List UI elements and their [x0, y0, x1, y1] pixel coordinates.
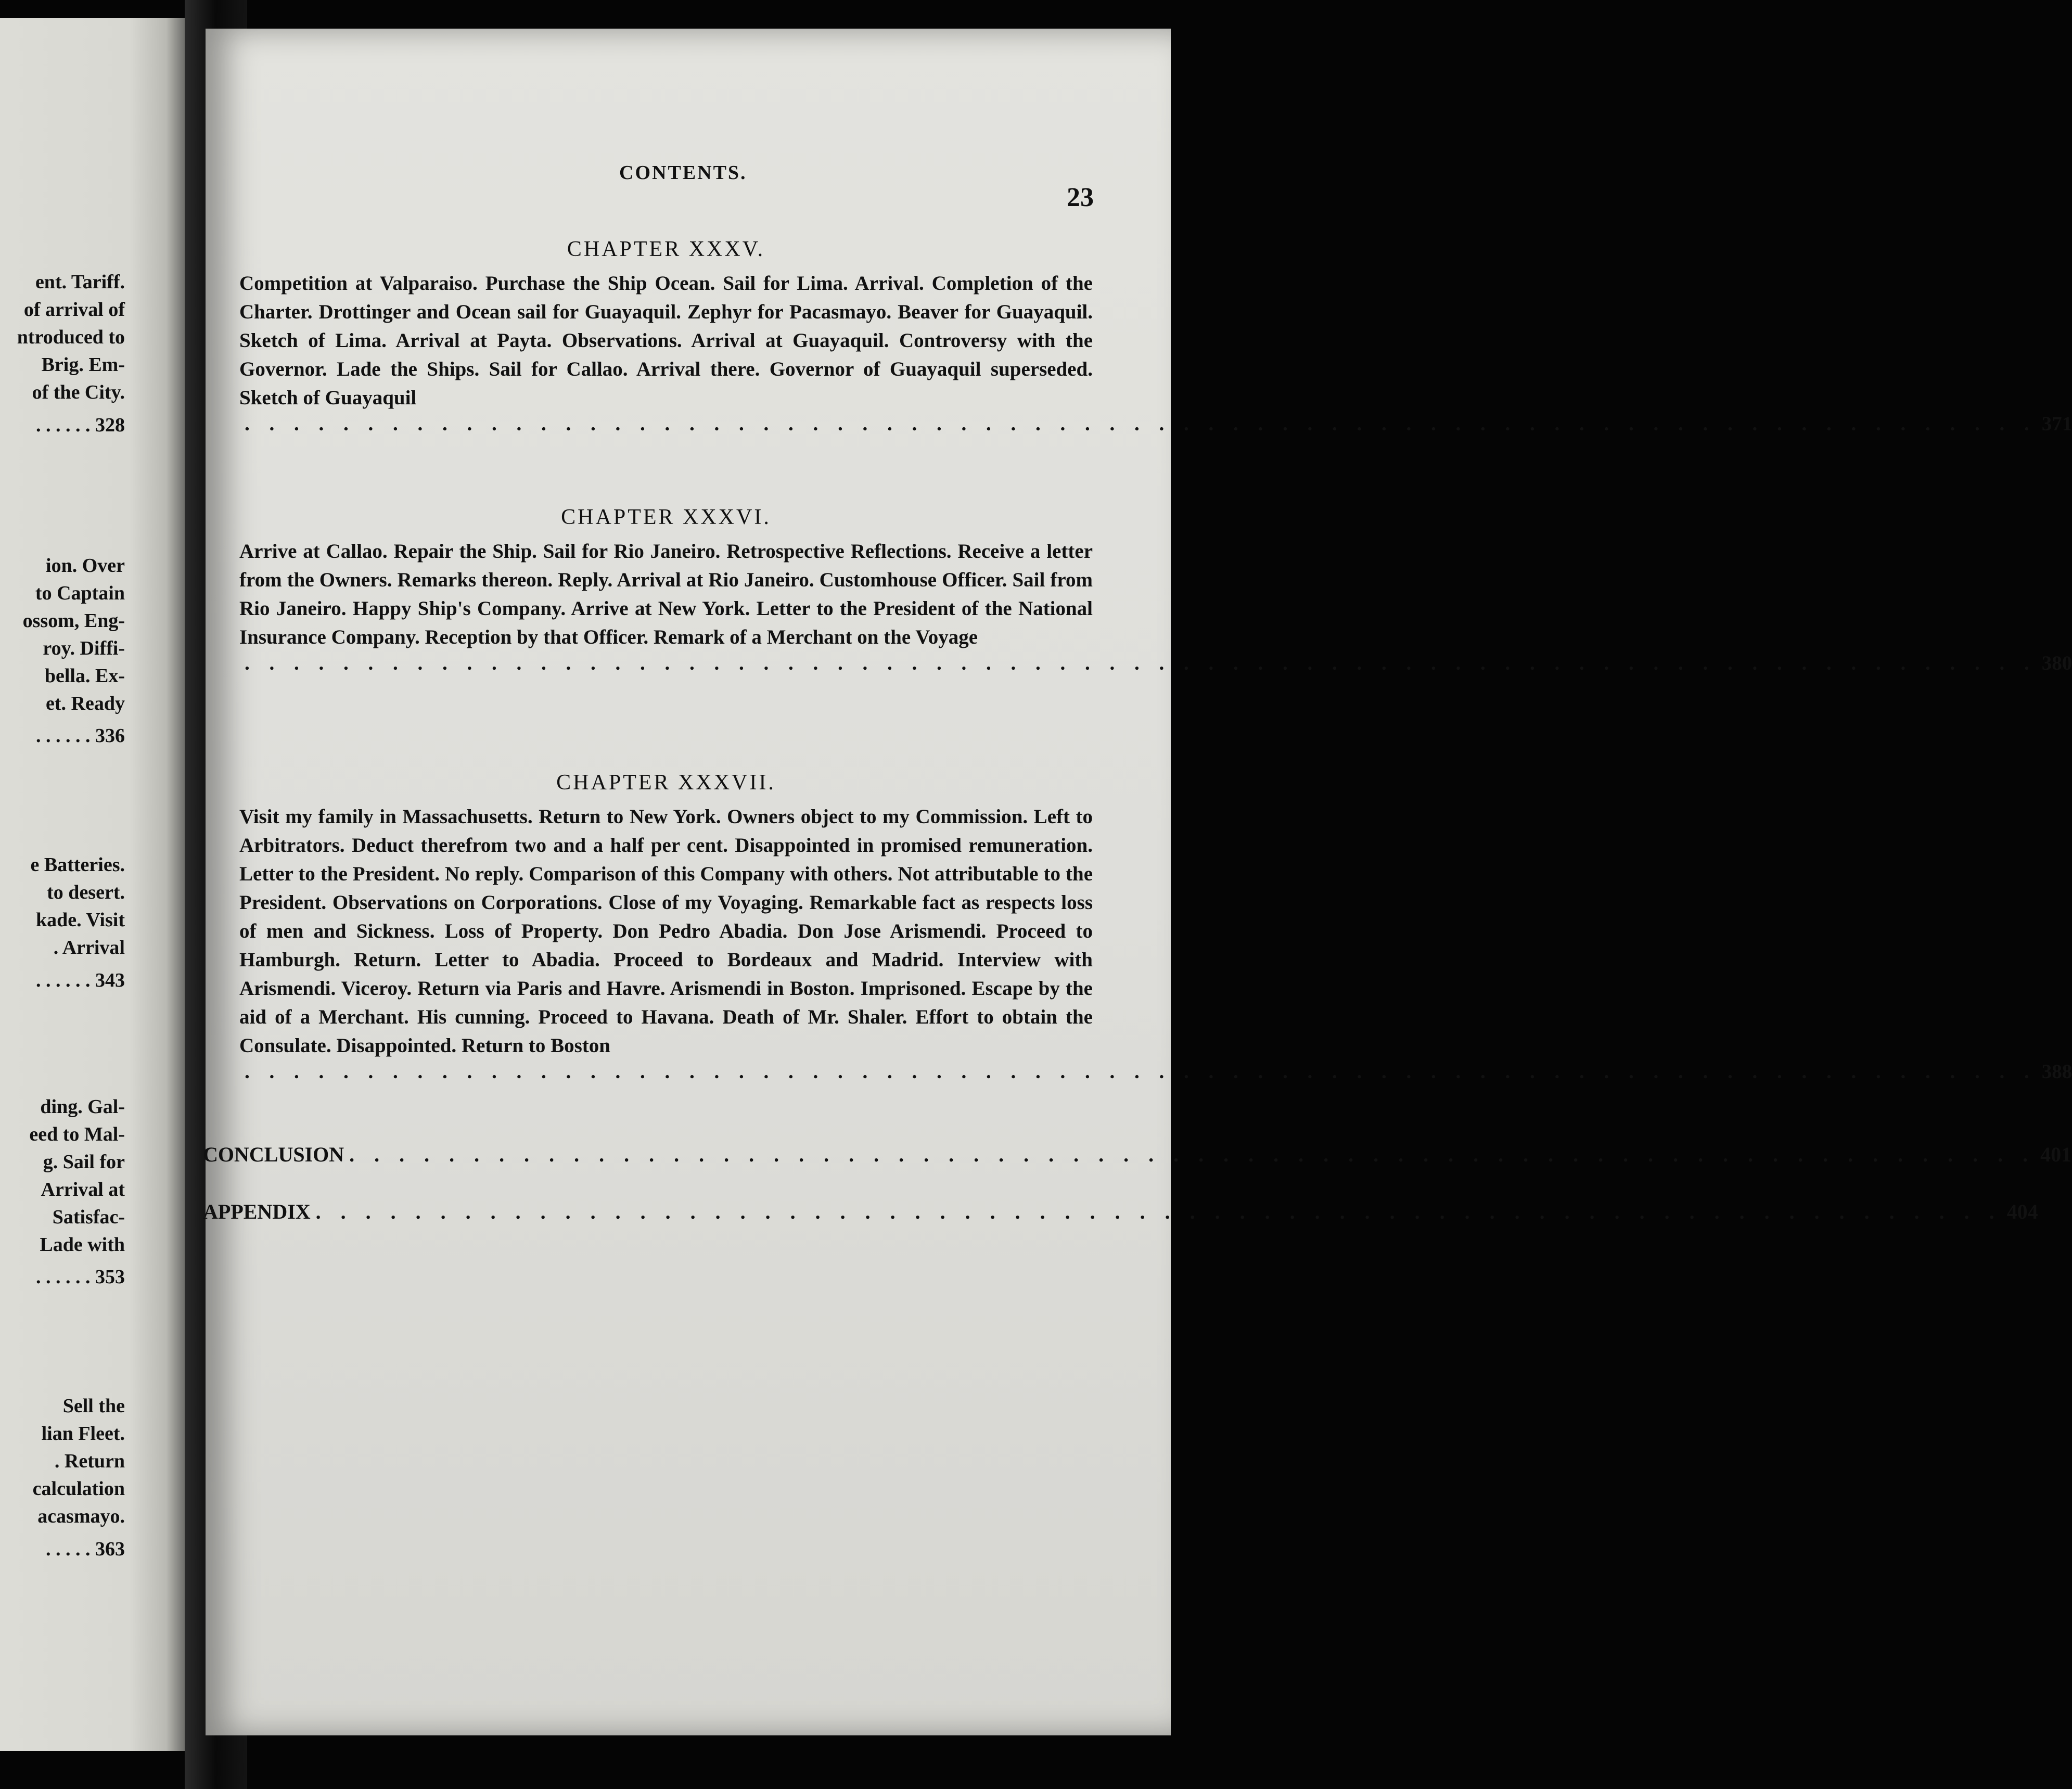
chapter-summary	[239, 269, 1093, 412]
left-page-line: bella. Ex-	[44, 665, 125, 687]
left-page-line: calculation	[32, 1478, 125, 1500]
page-number: 23	[1067, 183, 1094, 212]
left-page-line: Arrival at	[41, 1179, 125, 1200]
page-leader	[239, 651, 2072, 675]
chapter-title: CHAPTER XXXVII.	[556, 771, 776, 795]
left-page-line: ding. Gal-	[40, 1096, 125, 1118]
left-page-line: . Return	[54, 1450, 125, 1472]
chapter-summary	[239, 802, 1093, 1060]
dot-leader: . . . . . . . . . . . . . . . . . . . . . . . . . . . . . . . . . . . . . . . . . . . . . . . . . . . . . . . . . . . . . . . . . . . . . . . . .	[245, 413, 2037, 435]
toc-page: 404	[2006, 1200, 2038, 1223]
left-page-line: ent. Tariff.	[35, 271, 125, 293]
chapter-summary-text: Arrive at Callao. Repair the Ship. Sail for Rio Janeiro. Retrospective Reflections. Receive a letter from the Owners. Remarks thereon. Reply. Arrival at Rio Janeiro. Customhouse Officer. Sail from Rio Janeiro. Happy Ship's Company. Arrive at New York. Letter to the President of the National Insurance Company. Reception by that Officer. Remark of a Merchant on the Voyage	[239, 540, 1093, 648]
left-page-line: . . . . . . 343	[36, 969, 125, 991]
left-page-line: Sell the	[62, 1395, 125, 1417]
left-page-line: et. Ready	[46, 693, 125, 714]
chapter-page: 371	[2041, 413, 2072, 435]
page-leader	[239, 1060, 2072, 1083]
running-header: CONTENTS.	[619, 162, 747, 184]
left-page-line: g. Sail for	[43, 1151, 125, 1173]
left-page-line: to desert.	[47, 881, 125, 903]
left-page-line: roy. Diffi-	[43, 637, 125, 659]
chapter-entry	[239, 505, 2072, 675]
left-page-line: of arrival of	[23, 299, 125, 321]
dot-leader: . . . . . . . . . . . . . . . . . . . . . . . . . . . . . . . . . . . . . . . . . . . . . . . . . . . . . . . . . . . . . . . . . . . . . . . . .	[245, 1060, 2037, 1083]
chapter-title: CHAPTER XXXVI.	[561, 505, 771, 529]
chapter-entry	[239, 770, 2072, 1083]
left-page-line: ossom, Eng-	[22, 610, 125, 632]
left-page-line: Lade with	[40, 1234, 125, 1256]
left-page-line: kade. Visit	[35, 909, 125, 931]
left-page-line: . . . . . 363	[46, 1538, 125, 1560]
chapter-title: CHAPTER XXXV.	[567, 237, 765, 261]
dot-leader: . . . . . . . . . . . . . . . . . . . . . . . . . . . . . . . . . . . . . . . . . . . . . . . . . . . . . . . . . . . . . . . . . . . .	[349, 1143, 2036, 1166]
chapter-page: 388	[2041, 1060, 2072, 1083]
left-page-line: to Captain	[35, 582, 125, 604]
left-page-line: e Batteries.	[30, 854, 125, 876]
toc-page: 401	[2040, 1143, 2072, 1166]
left-page-line: ion. Over	[46, 555, 125, 577]
left-page-line: eed to Mal-	[29, 1123, 125, 1145]
left-page-line: lian Fleet.	[41, 1423, 125, 1445]
left-page-line: Brig. Em-	[41, 354, 125, 376]
left-facing-page	[0, 18, 185, 1751]
left-page-line: of the City.	[32, 381, 125, 403]
left-page-line: . Arrival	[53, 937, 125, 959]
toc-label: APPENDIX	[203, 1200, 311, 1223]
chapter-page: 380	[2041, 652, 2072, 674]
toc-label: CONCLUSION	[203, 1143, 344, 1166]
chapter-entry	[239, 237, 2072, 436]
left-page-line: . . . . . . 336	[36, 725, 125, 747]
chapter-summary-text: Competition at Valparaiso. Purchase the Ship Ocean. Sail for Lima. Arrival. Completion of the Charter. Drottinger and Ocean sail for Guayaquil. Zephyr for Pacasmayo. Beaver for Guayaquil. Sketch of Lima. Arrival at Payta. Observations. Arrival at Guayaquil. Controversy with the Governor. Lade the Ships. Sail for Callao. Arrival there. Governor of Guayaquil superseded. Sketch of Guayaquil	[239, 272, 1093, 409]
page-leader	[239, 412, 2072, 436]
left-page-line: ntroduced to	[17, 326, 125, 348]
dot-leader: . . . . . . . . . . . . . . . . . . . . . . . . . . . . . . . . . . . . . . . . . . . . . . . . . . . . . . . . . . . . . . . . . . . . . . . . .	[245, 652, 2037, 674]
chapter-summary-text: Visit my family in Massachusetts. Return to New York. Owners object to my Commission. Left to Arbitrators. Deduct therefrom two and a half per cent. Disappointed in promised remuneration. Letter to the President. No reply. Comparison of this Company with others. Not attributable to the President. Observations on Corporations. Close of my Voyaging. Remarkable fact as respects loss of men and Sickness. Loss of Property. Don Pedro Abadia. Don Jose Arismendi. Proceed to Hamburgh. Return. Letter to Abadia. Proceed to Bordeaux and Madrid. Interview with Arismendi. Viceroy. Return via Paris and Havre. Arismendi in Boston. Imprisoned. Escape by the aid of a Merchant. His cunning. Proceed to Havana. Death of Mr. Shaler. Effort to obtain the Consulate. Disappointed. Return to Boston	[239, 806, 1093, 1057]
left-page-line: Satisfac-	[52, 1206, 125, 1228]
chapter-summary	[239, 537, 1093, 651]
left-page-line: . . . . . . 328	[36, 414, 125, 436]
left-page-line: . . . . . . 353	[36, 1266, 125, 1288]
left-page-line: acasmayo.	[37, 1505, 125, 1527]
toc-appendix	[203, 1199, 2038, 1224]
dot-leader: . . . . . . . . . . . . . . . . . . . . . . . . . . . . . . . . . . . . . . . . . . . . . . . . . . . . . . . . . . . . . . . . . . . .	[315, 1200, 2002, 1223]
toc-conclusion	[203, 1142, 2072, 1167]
